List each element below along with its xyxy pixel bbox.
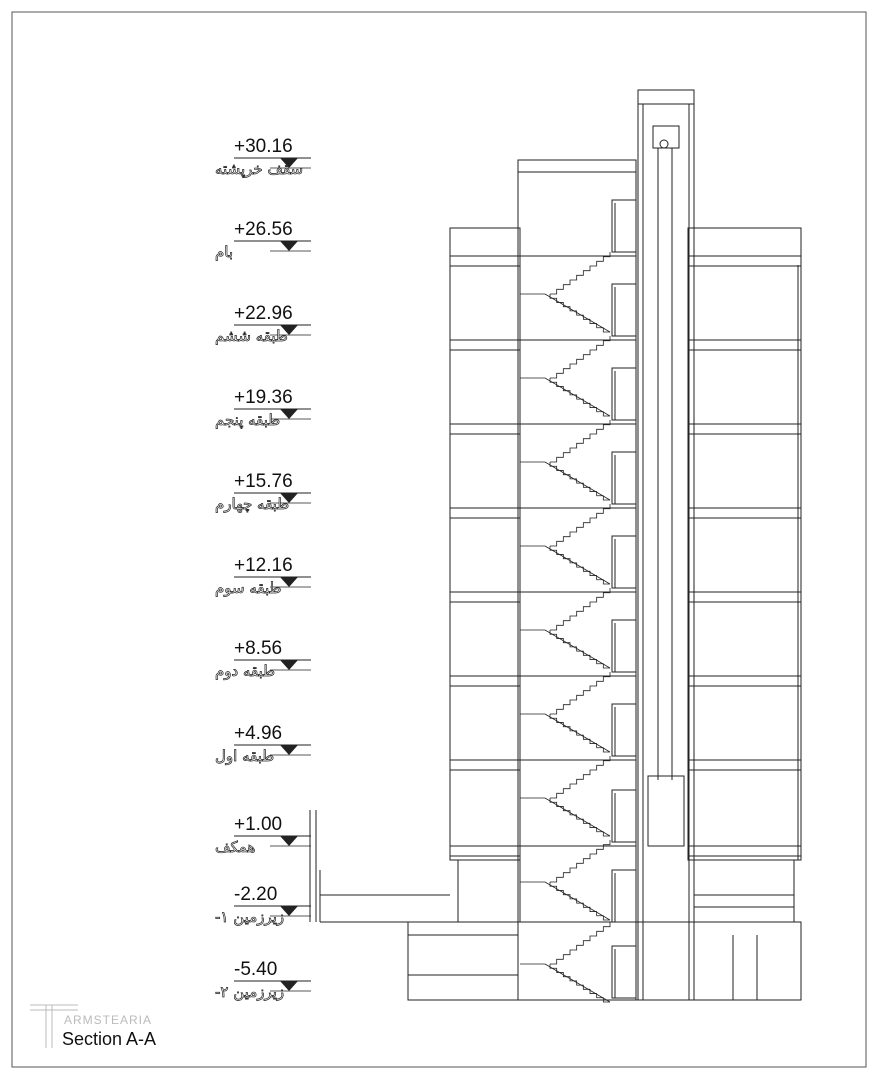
- door-icon: [612, 368, 636, 420]
- floor-slab-right: [688, 340, 801, 350]
- level-arrow-icon: [280, 577, 298, 587]
- floor-slab-right: [688, 846, 801, 856]
- floor-slab-left: [450, 676, 520, 686]
- level-value: +1.00: [234, 814, 283, 835]
- ground-annex-right: [694, 860, 794, 922]
- elevator-pulley: [660, 140, 668, 148]
- door-icon: [612, 790, 636, 842]
- level-value: +4.96: [234, 723, 283, 744]
- level-name: زیرزمین ۱-: [215, 908, 285, 926]
- sheet-border: [12, 12, 866, 1067]
- elevator-car: [648, 776, 684, 846]
- level-marker: [215, 303, 311, 345]
- level-name: طبقه ششم: [215, 327, 288, 345]
- parapet-right: [688, 228, 801, 256]
- level-name: طبقه چهارم: [215, 495, 290, 513]
- building-section: [310, 90, 801, 1000]
- level-value: +22.96: [234, 303, 293, 324]
- elevator-shaft: [638, 90, 694, 1000]
- level-arrow-icon: [280, 745, 298, 755]
- floor-slab-left: [450, 256, 520, 266]
- stair-flight: [550, 588, 610, 630]
- parapet-left: [450, 228, 520, 256]
- right-wing-outline: [688, 228, 801, 860]
- level-name: طبقه دوم: [215, 662, 276, 680]
- level-name: زیرزمین ۲-: [215, 983, 285, 1001]
- floor-slabs: [450, 256, 801, 922]
- floor-slab-right: [688, 256, 801, 266]
- basement-outline: [408, 922, 801, 1000]
- door-icon: [612, 536, 636, 588]
- stair-flights: [520, 252, 610, 1002]
- level-marker: [215, 638, 311, 680]
- floor-slab-right: [688, 424, 801, 434]
- level-name: طبقه پنجم: [215, 411, 281, 429]
- stair-flight: [550, 336, 610, 378]
- level-marker: [215, 884, 311, 926]
- level-marker: [215, 555, 311, 597]
- level-name: طبقه سوم: [215, 579, 282, 597]
- stair-flight: [550, 756, 610, 798]
- floor-slab-right: [688, 592, 801, 602]
- door-icon: [612, 946, 636, 998]
- level-marker: [215, 136, 311, 179]
- level-value: +30.16: [234, 136, 293, 157]
- floor-slab-right: [688, 676, 801, 686]
- stair-doors: [612, 200, 636, 998]
- level-marker: [215, 959, 311, 1001]
- elevator-machine-room: [638, 90, 694, 104]
- level-marker: [215, 814, 311, 856]
- stair-roof-slab: [518, 160, 636, 172]
- elevator-machine: [653, 126, 679, 148]
- level-marker: [215, 219, 311, 261]
- floor-slab-left: [450, 592, 520, 602]
- level-value: +26.56: [234, 219, 293, 240]
- level-arrow-icon: [280, 836, 298, 846]
- floor-slab-right: [688, 508, 801, 518]
- level-name: طبقه اول: [215, 747, 275, 765]
- logo-wordmark: ARMSTEARIA: [64, 1013, 153, 1027]
- stair-flight: [550, 252, 610, 294]
- door-icon: [612, 620, 636, 672]
- door-icon: [612, 284, 636, 336]
- level-marker: [215, 471, 311, 513]
- level-arrow-icon: [280, 660, 298, 670]
- stair-flight: [550, 504, 610, 546]
- level-value: -2.20: [234, 884, 278, 905]
- door-icon: [612, 704, 636, 756]
- level-name: همکف: [215, 838, 256, 856]
- level-value: -5.40: [234, 959, 278, 980]
- level-marker: [215, 387, 311, 430]
- level-value: +19.36: [234, 387, 293, 408]
- floor-slab-left: [450, 340, 520, 350]
- stair-flight: [550, 672, 610, 714]
- level-arrow-icon: [280, 241, 298, 251]
- stair-flight: [550, 922, 610, 964]
- level-arrow-icon: [280, 409, 298, 419]
- level-value: +15.76: [234, 471, 293, 492]
- level-value: +8.56: [234, 638, 283, 659]
- floor-slab-right: [688, 760, 801, 770]
- floor-slab-left: [450, 424, 520, 434]
- level-marker: [215, 723, 311, 765]
- left-wing-outline: [450, 228, 520, 860]
- ground-annex: [458, 860, 520, 922]
- floor-slab-left: [450, 508, 520, 518]
- floor-slab-left: [450, 760, 520, 770]
- door-icon: [612, 200, 636, 252]
- drawing-title: Section A-A: [62, 1029, 157, 1049]
- stair-core: [518, 160, 636, 1000]
- level-name: سقف خرپشته: [215, 160, 304, 178]
- basement-left-room: [408, 935, 518, 1000]
- level-markers: [215, 136, 311, 1001]
- door-icon: [612, 870, 636, 922]
- level-value: +12.16: [234, 555, 293, 576]
- level-name: بام: [215, 243, 234, 261]
- door-icon: [612, 452, 636, 504]
- floor-slab-left: [450, 846, 520, 856]
- stair-flight: [550, 420, 610, 462]
